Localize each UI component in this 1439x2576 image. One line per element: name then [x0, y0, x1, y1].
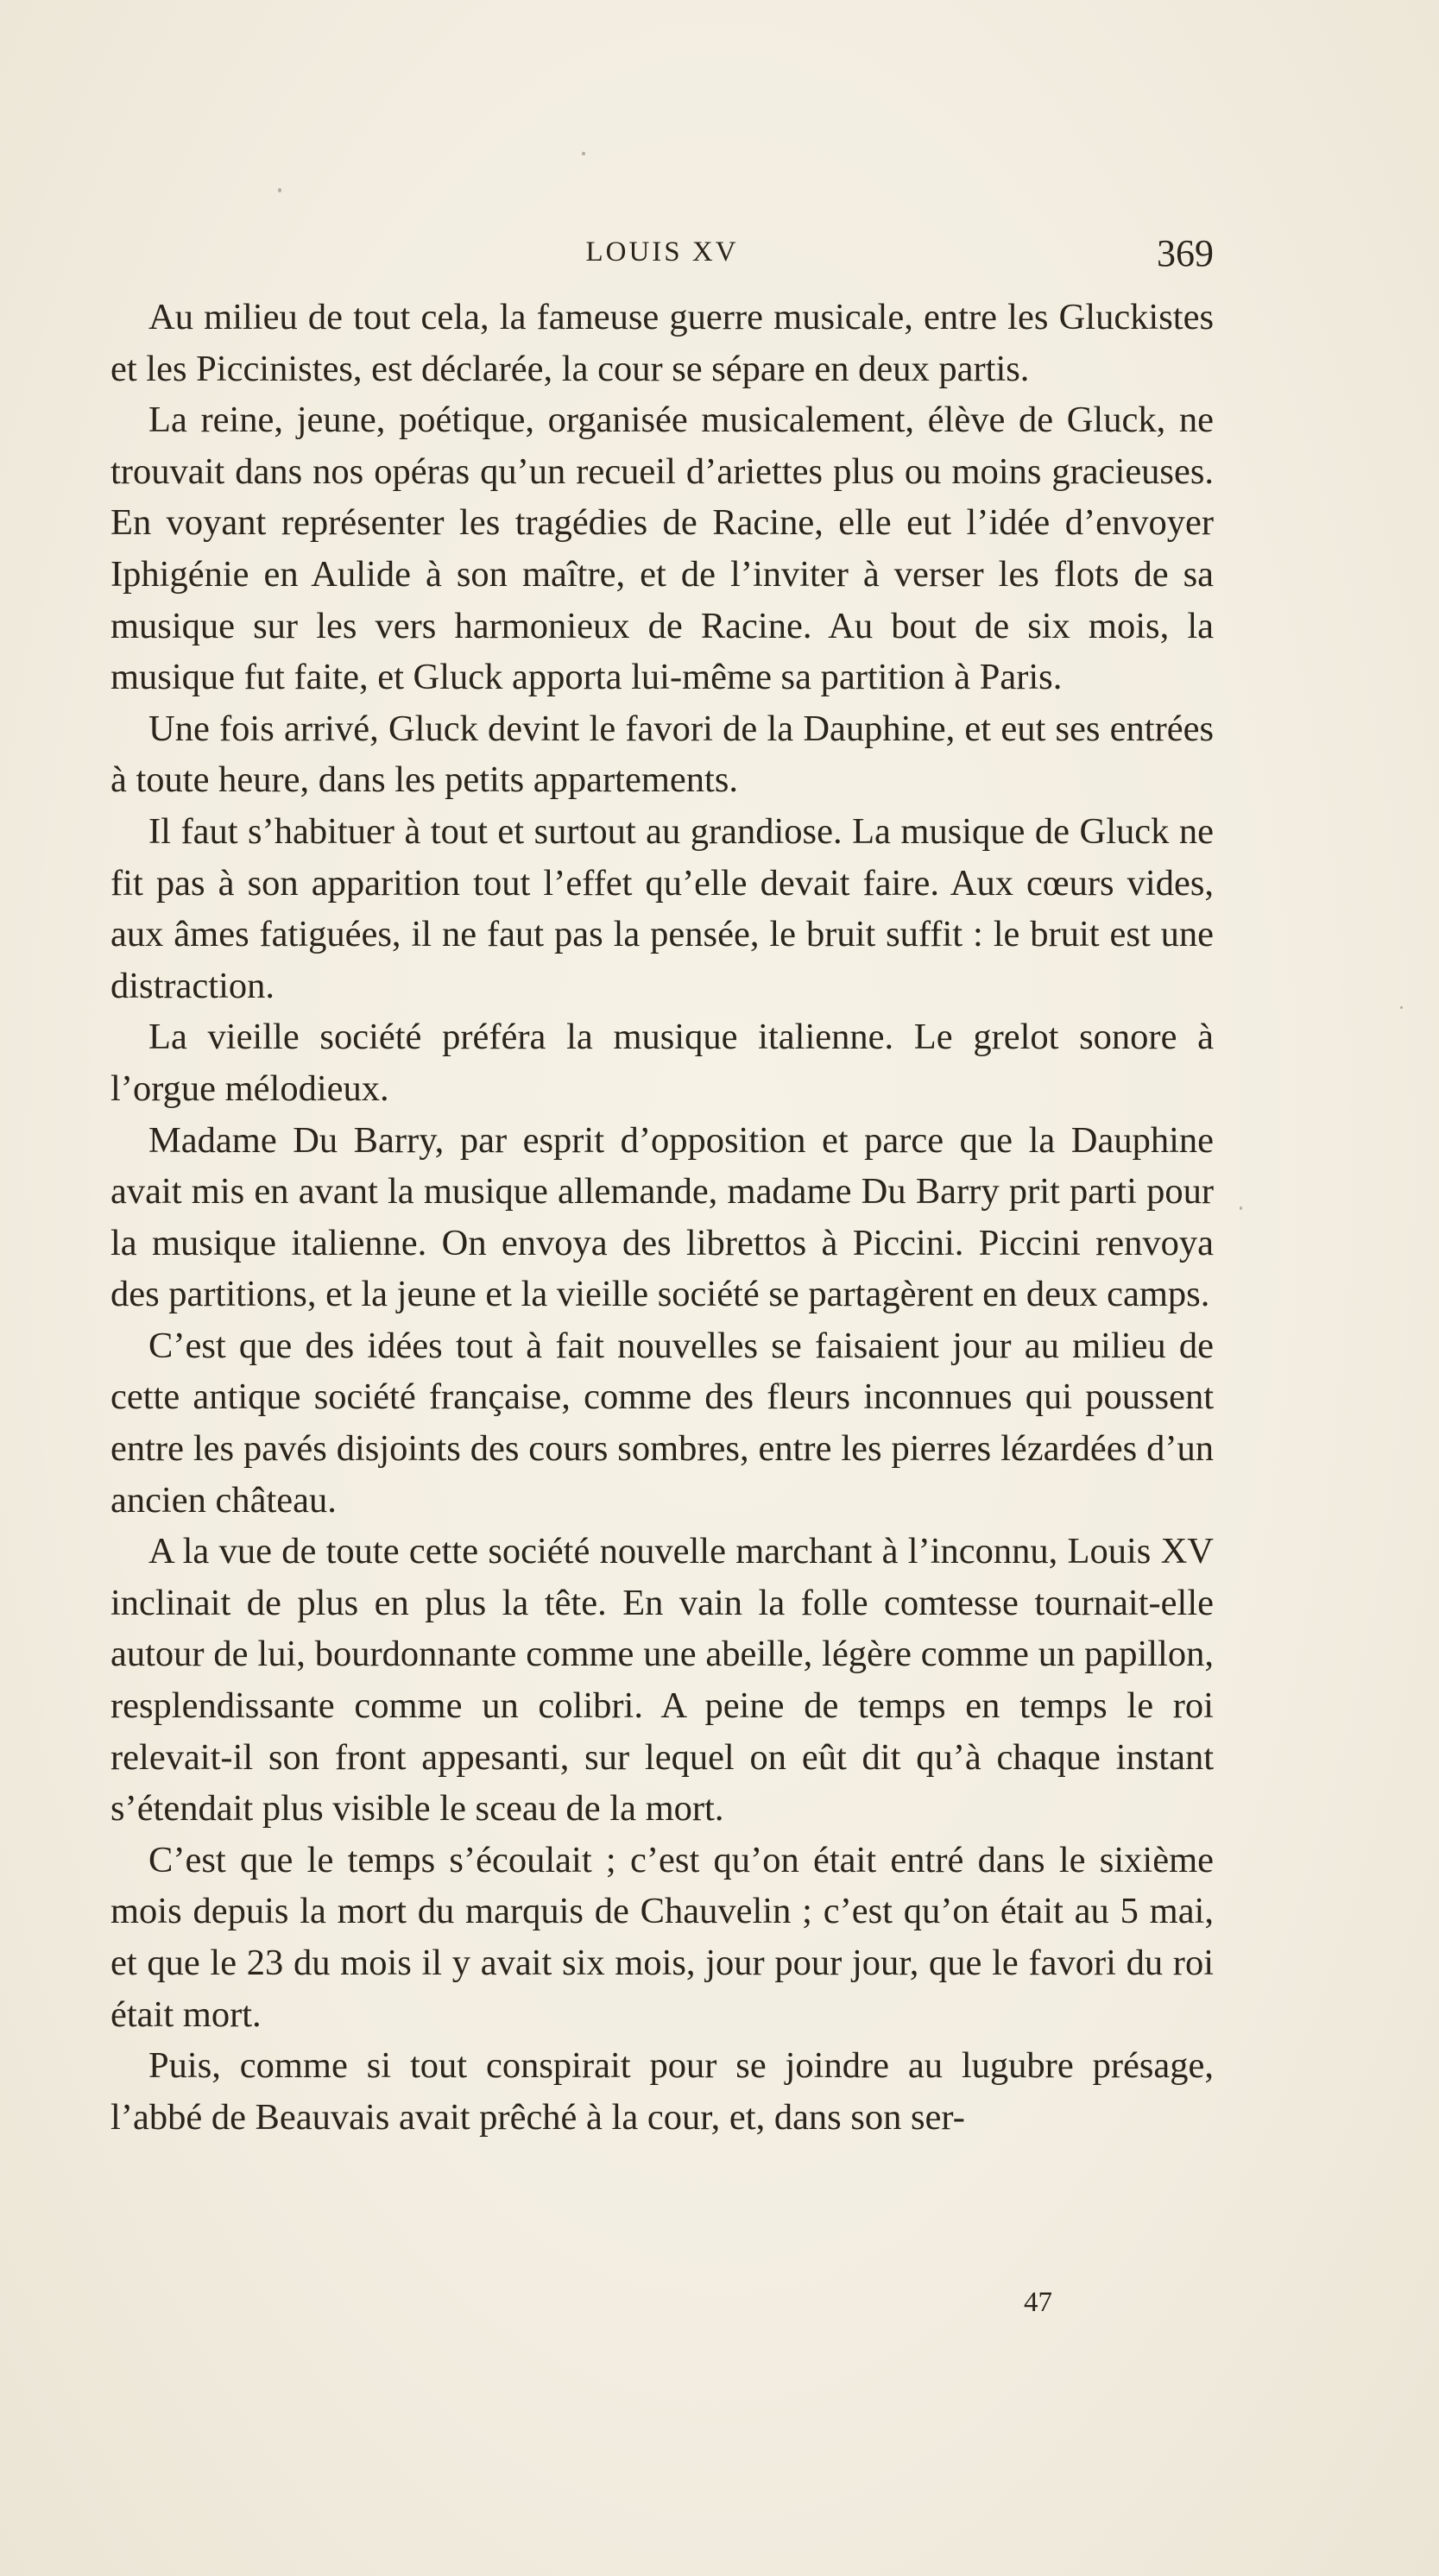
paragraph: Puis, comme si tout conspirait pour se joindre au lugubre présage, l’abbé de Beauvais avait prêché à la cour, et, dans son ser- [110, 2045, 1214, 2138]
paper-speck [582, 152, 585, 155]
paragraph: Madame Du Barry, par esprit d’opposition et parce que la Dauphine avait mis en avant la musique allemande, madame Du Barry prit parti pour la musique italienne. On envoya des librettos à Piccini. Piccini renvoya des partitions, et la jeune et la vieille société se partagèrent en deux camps. [110, 1119, 1214, 1315]
paragraph: La vieille société préféra la musique italienne. Le grelot sonore à l’orgue mélodieux. [110, 1017, 1214, 1109]
running-title: LOUIS XV [585, 236, 739, 268]
paper-speck [1400, 1006, 1403, 1009]
paragraph: Au milieu de tout cela, la fameuse guerre musicale, entre les Gluckistes et les Piccinistes, est déclarée, la cour se sépare en deux partis. [110, 297, 1214, 389]
running-head [110, 231, 1214, 283]
paragraph: La reine, jeune, poétique, organisée musicalement, élève de Gluck, ne trouvait dans nos opéras qu’un recueil d’ariettes plus ou moins gracieuses. En voyant représenter les tragédies de Racine, elle eut l’idée d’envoyer Iphigénie en Aulide à son maître, et de l’inviter à verser les flots de sa musique sur les vers harmonieux de Racine. Au bout de six mois, la musique fut faite, et Gluck apporta lui-même sa partition à Paris. [110, 400, 1214, 698]
paper-speck [1240, 1206, 1242, 1210]
paragraph: A la vue de toute cette société nouvelle marchant à l’inconnu, Louis XV inclinait de plus en plus la tête. En vain la folle comtesse tournait-elle autour de lui, bourdonnante comme une abeille, légère comme un papillon, resplendissante comme un colibri. A peine de temps en temps le roi relevait-il son front appesanti, sur lequel on eût dit qu’à chaque instant s’étendait plus visible le sceau de la mort. [110, 1531, 1214, 1830]
paragraph: C’est que le temps s’écoulait ; c’est qu’on était entré dans le sixième mois depuis la mort du marquis de Chauvelin ; c’est qu’on était au 5 mai, et que le 23 du mois il y avait six mois, jour pour jour, que le favori du roi était mort. [110, 1839, 1214, 2035]
paragraph: C’est que des idées tout à fait nouvelles se faisaient jour au milieu de cette antique société française, comme des fleurs inconnues qui poussent entre les pavés disjoints des cours sombres, entre les pierres lézardées d’un ancien château. [110, 1325, 1214, 1521]
page-number: 369 [1157, 232, 1214, 274]
paragraph: Il faut s’habituer à tout et surtout au grandiose. La musique de Gluck ne fit pas à son apparition tout l’effet qu’elle devait faire. Aux cœurs vides, aux âmes fatiguées, il ne faut pas la pensée, le bruit suffit : le bruit est une distraction. [110, 810, 1214, 1006]
signature-mark: 47 [1024, 2287, 1052, 2318]
paragraph: Une fois arrivé, Gluck devint le favori de la Dauphine, et eut ses entrées à toute heure, dans les petits appartements. [110, 708, 1214, 801]
paper-speck [278, 188, 281, 192]
body-text [110, 292, 1214, 2143]
